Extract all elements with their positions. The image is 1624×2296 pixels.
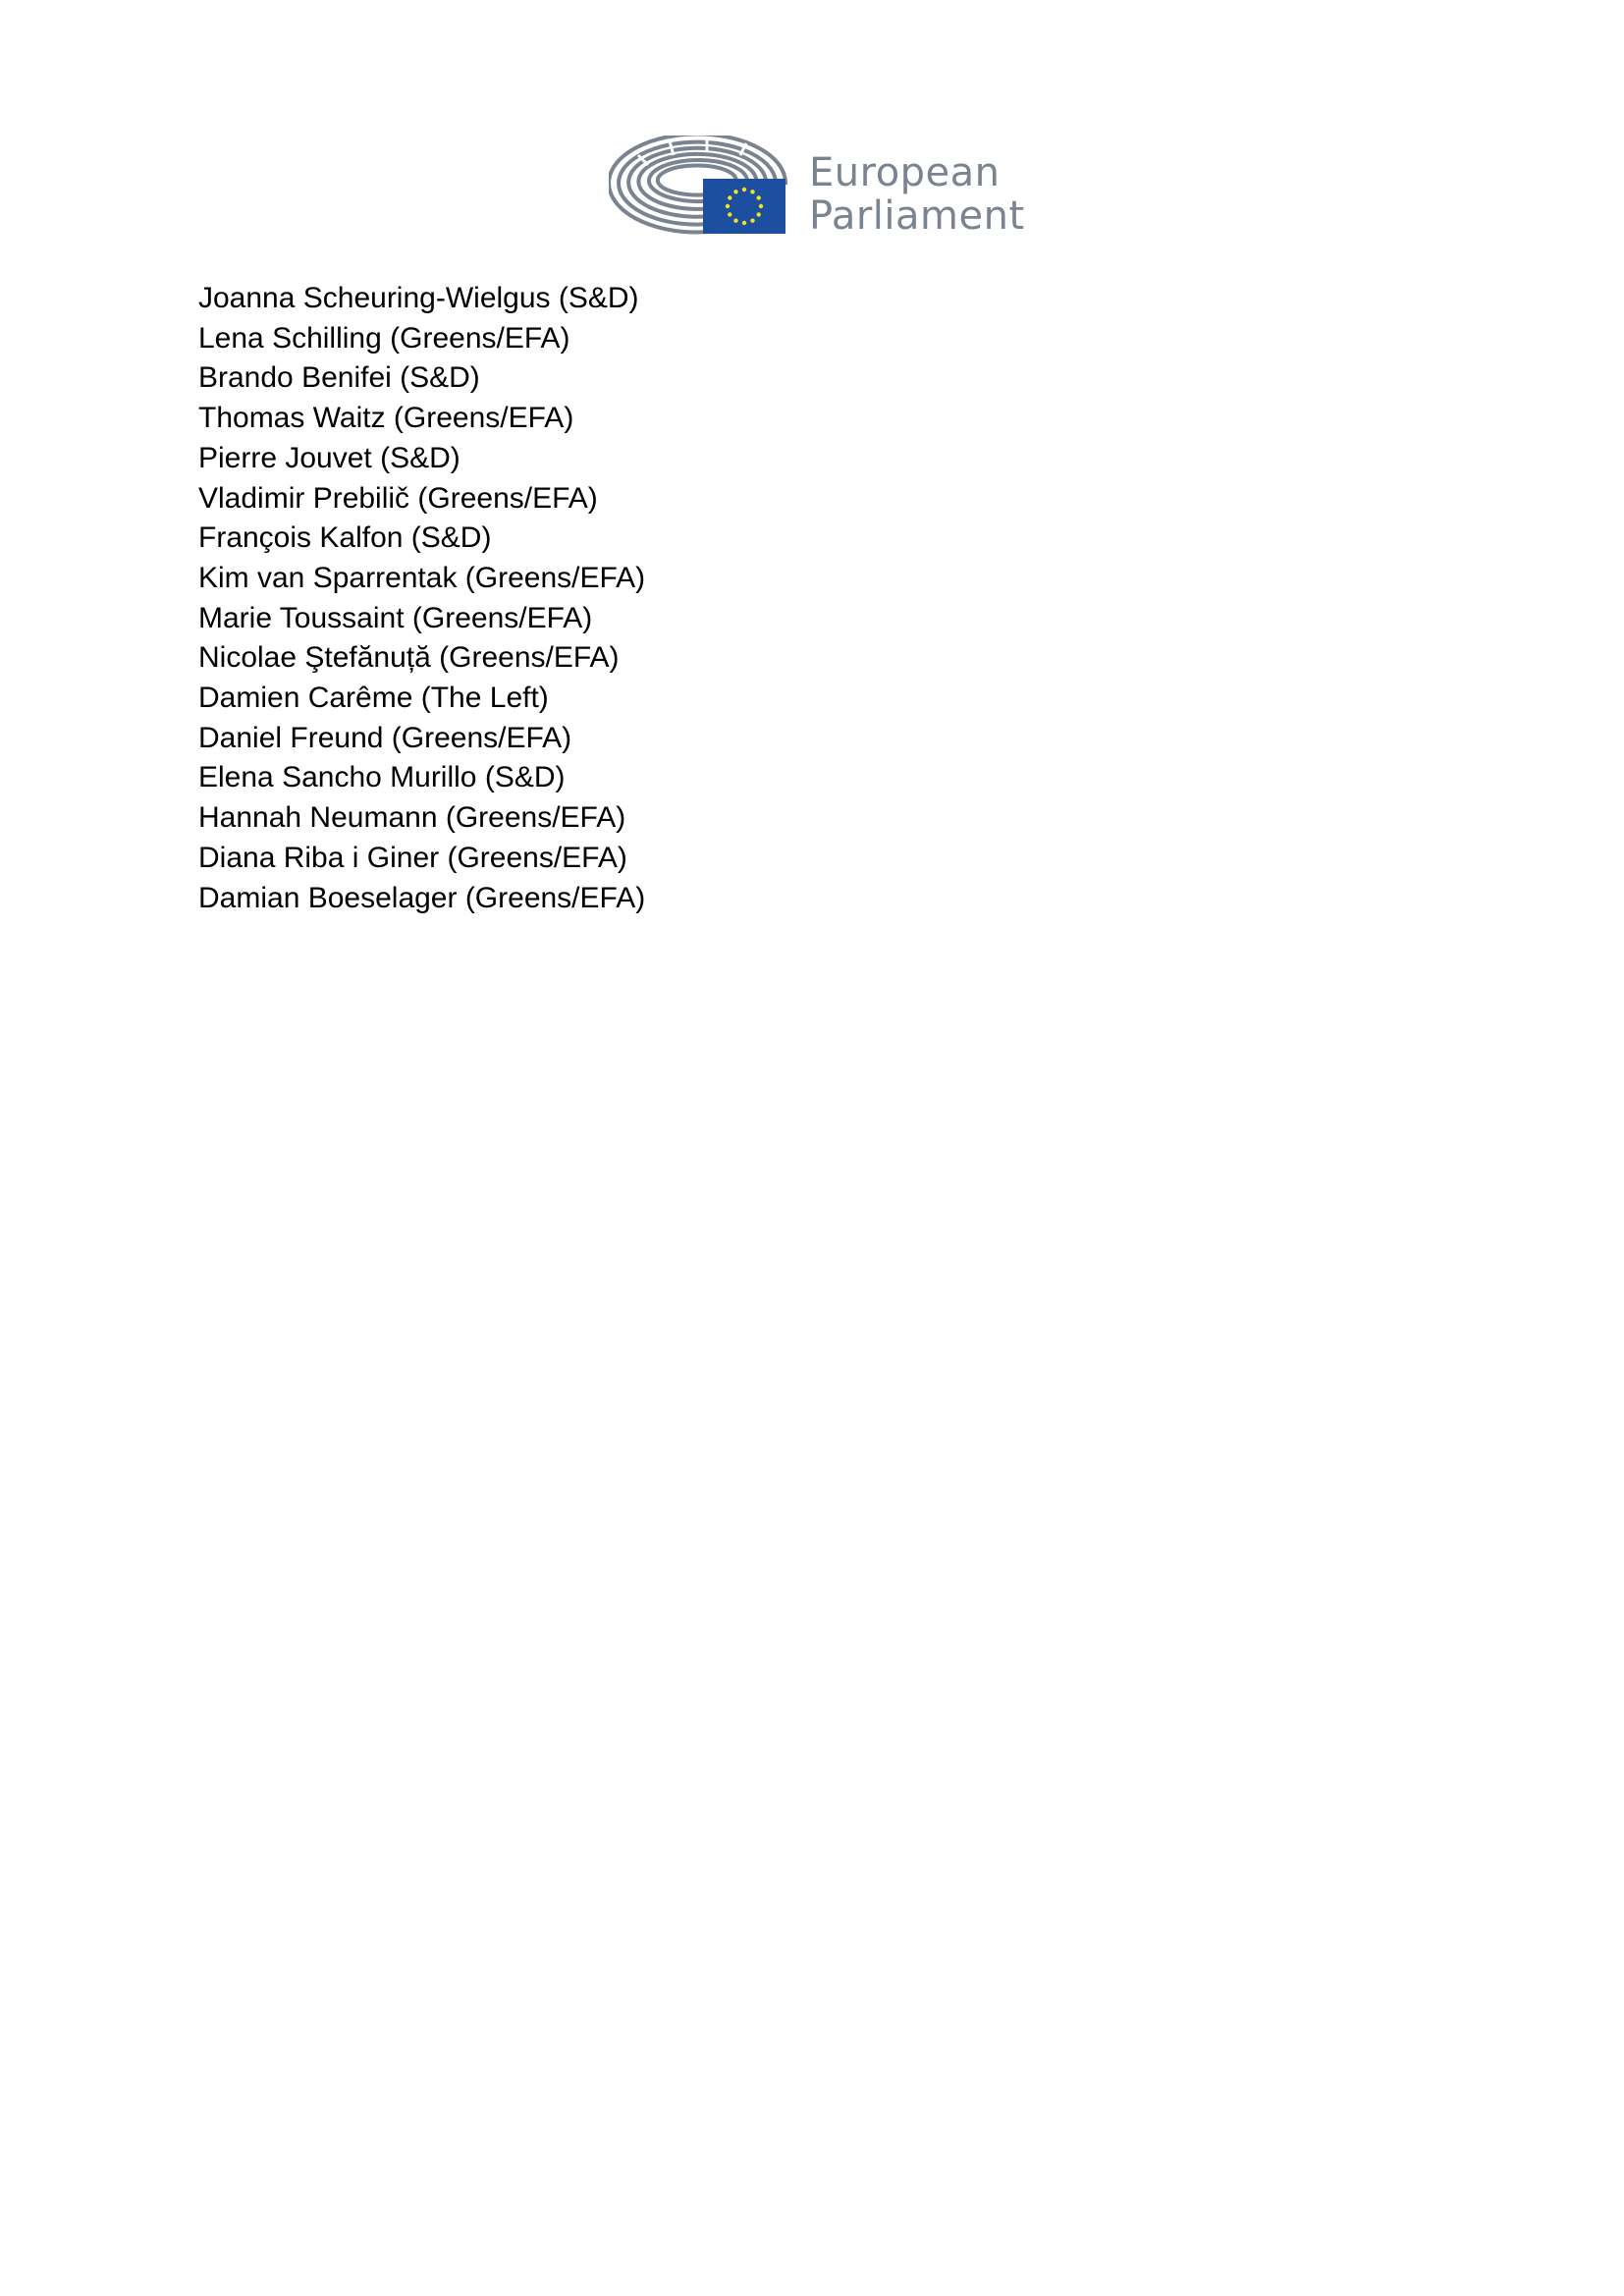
member-list bbox=[198, 279, 645, 918]
member-entry: Vladimir Prebilič (Greens/EFA) bbox=[198, 481, 598, 515]
flag-star bbox=[750, 219, 754, 223]
european-parliament-logo bbox=[609, 136, 1031, 244]
flag-star bbox=[759, 204, 763, 208]
member-entry: Joanna Scheuring-Wielgus (S&D) bbox=[198, 282, 639, 314]
flag-star bbox=[728, 195, 731, 199]
member-entry: Damian Boeselager (Greens/EFA) bbox=[198, 881, 646, 914]
logo-line-1: European bbox=[809, 150, 1001, 195]
flag-star bbox=[757, 212, 761, 216]
member-entry: Elena Sancho Murillo (S&D) bbox=[198, 761, 566, 794]
flag-star bbox=[742, 221, 746, 225]
member-entry: Hannah Neumann (Greens/EFA) bbox=[198, 801, 626, 835]
flag-star bbox=[726, 204, 730, 208]
flag-star bbox=[742, 188, 746, 191]
eu-flag bbox=[703, 179, 785, 234]
member-entry: Brando Benifei (S&D) bbox=[198, 361, 480, 395]
member-entry: Lena Schilling (Greens/EFA) bbox=[198, 321, 570, 355]
member-entry: Nicolae Ştefănuță (Greens/EFA) bbox=[198, 641, 620, 675]
flag-star bbox=[728, 212, 731, 216]
hemicycle-icon bbox=[609, 136, 805, 244]
member-entry: Kim van Sparrentak (Greens/EFA) bbox=[198, 561, 646, 594]
flag-star bbox=[733, 219, 737, 223]
logo-wordmark bbox=[809, 151, 1025, 238]
member-entry: Thomas Waitz (Greens/EFA) bbox=[198, 402, 574, 435]
flag-star bbox=[757, 195, 761, 199]
flag-star bbox=[733, 190, 737, 193]
member-entry: Pierre Jouvet (S&D) bbox=[198, 441, 460, 474]
member-entry: François Kalfon (S&D) bbox=[198, 521, 492, 555]
member-entry: Damien Carême (The Left) bbox=[198, 682, 549, 715]
logo-line-2: Parliament bbox=[809, 193, 1025, 239]
member-entry: Marie Toussaint (Greens/EFA) bbox=[198, 601, 593, 634]
flag-star bbox=[750, 190, 754, 193]
member-entry: Daniel Freund (Greens/EFA) bbox=[198, 721, 572, 754]
member-entry: Diana Riba i Giner (Greens/EFA) bbox=[198, 841, 627, 874]
